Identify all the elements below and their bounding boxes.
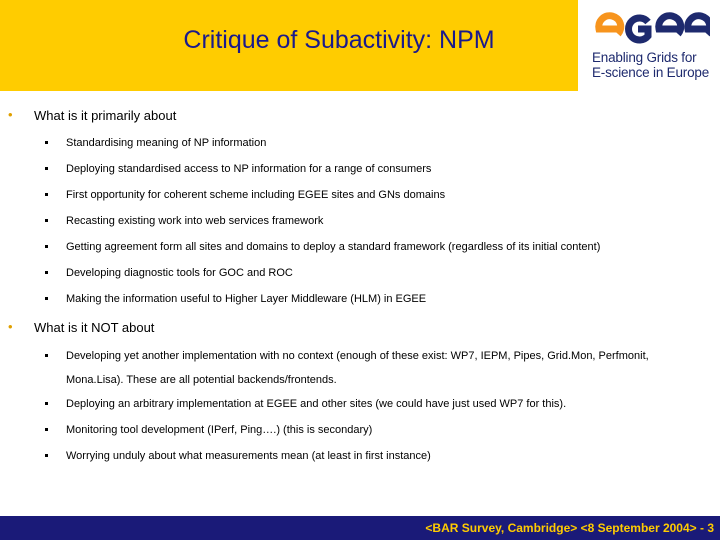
square-bullet-icon: [45, 354, 48, 357]
square-bullet-icon: [45, 193, 48, 196]
square-bullet-icon: [45, 402, 48, 405]
logo-tagline-line2: E-science in Europe: [592, 65, 710, 80]
logo-tagline: [592, 50, 709, 80]
square-bullet-icon: [45, 454, 48, 457]
footer-text: <BAR Survey, Cambridge> <8 September 2004> - 3: [425, 521, 714, 535]
square-bullet-icon: [45, 271, 48, 274]
square-bullet-icon: [45, 167, 48, 170]
bullet-icon: •: [8, 319, 13, 334]
logo-tagline-line1: Enabling Grids for: [592, 50, 697, 65]
footer-bar: [0, 516, 720, 540]
square-bullet-icon: [45, 219, 48, 222]
slide-title: Critique of Subactivity: NPM: [183, 26, 495, 54]
egee-logo-icon: [592, 10, 710, 46]
square-bullet-icon: [45, 245, 48, 248]
egee-logo: [578, 0, 720, 91]
square-bullet-icon: [45, 141, 48, 144]
header-banner: [0, 0, 578, 91]
square-bullet-icon: [45, 428, 48, 431]
square-bullet-icon: [45, 297, 48, 300]
bullet-icon: •: [8, 107, 13, 122]
